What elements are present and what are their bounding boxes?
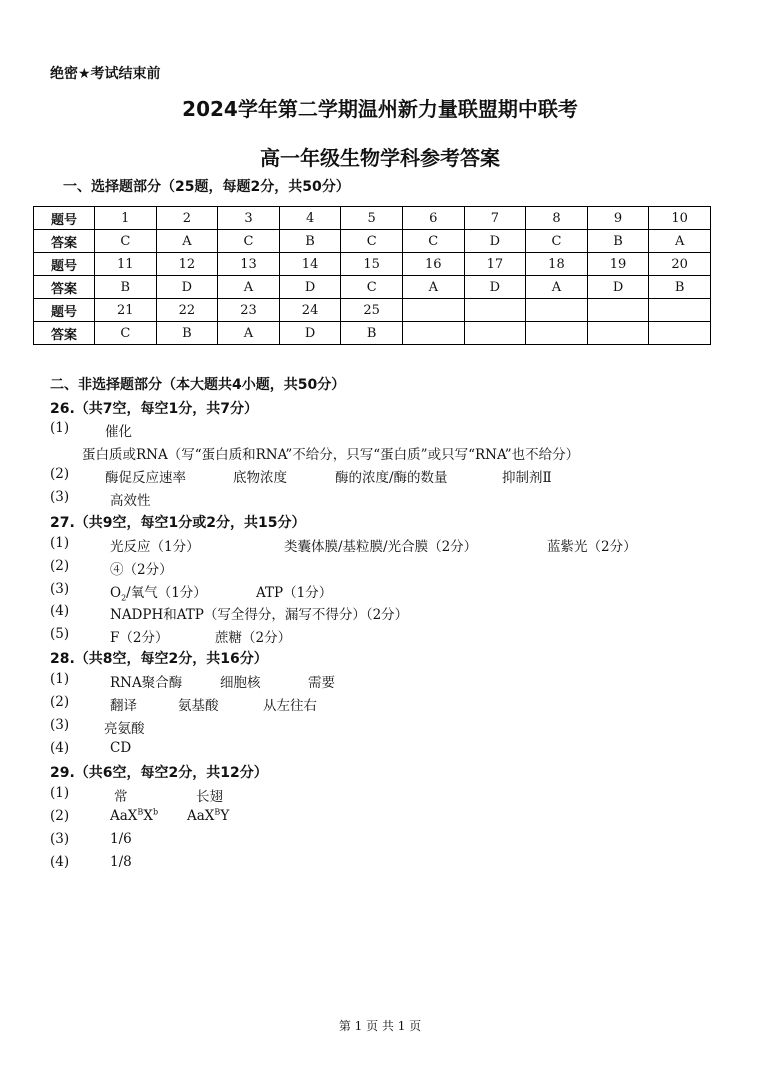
answer-cell: C xyxy=(341,230,403,253)
row-label: 题号 xyxy=(34,253,95,276)
question-number-cell xyxy=(649,299,711,322)
q28-answer-4: CD xyxy=(110,740,132,756)
answer-cell: C xyxy=(95,322,157,345)
question-number-cell: 19 xyxy=(587,253,649,276)
q26-answer-2b: 底物浓度 xyxy=(233,470,287,486)
q27-answer-5b: 蔗糖（2分） xyxy=(215,630,292,646)
answer-cell: C xyxy=(95,230,157,253)
answer-cell: B xyxy=(95,276,157,299)
page-footer: 第 1 页 共 1 页 xyxy=(338,1019,422,1033)
question-number-cell: 11 xyxy=(95,253,157,276)
answer-row xyxy=(34,276,711,299)
question-number-cell xyxy=(526,299,588,322)
answer-row xyxy=(34,322,711,345)
genotype-y: Y xyxy=(220,808,230,824)
q26-num-1: (1) xyxy=(50,420,70,436)
q26-answer-1b: 蛋白质或RNA（写“蛋白质和RNA”不给分，只写“蛋白质”或只写“RNA”也不给分） xyxy=(82,447,580,463)
q26-answer-2c: 酶的浓度/酶的数量 xyxy=(335,470,448,486)
q26-answer-2d: 抑制剂Ⅱ xyxy=(502,470,552,486)
q27-num-5: (5) xyxy=(50,626,70,642)
q27-num-3: (3) xyxy=(50,581,70,597)
q29-num-1: (1) xyxy=(50,785,70,801)
q26-heading: 26.（共7空，每空1分，共7分） xyxy=(50,401,259,417)
q27-num-4: (4) xyxy=(50,603,70,619)
allele-sup: B xyxy=(137,807,144,817)
answer-row xyxy=(34,230,711,253)
question-number-cell: 4 xyxy=(279,207,341,230)
question-number-cell: 14 xyxy=(279,253,341,276)
question-number-cell: 25 xyxy=(341,299,403,322)
answer-cell: B xyxy=(341,322,403,345)
allele-sup: B xyxy=(214,807,221,817)
q28-num-2: (2) xyxy=(50,694,70,710)
q28-answer-2b: 氨基酸 xyxy=(178,698,219,714)
part1-heading: 一、选择题部分（25题，每题2分，共50分） xyxy=(63,179,350,195)
question-number-cell xyxy=(587,299,649,322)
q27-answer-1a: 光反应（1分） xyxy=(110,539,200,555)
oxygen-subscript: 2 xyxy=(121,593,127,603)
question-number-cell: 17 xyxy=(464,253,526,276)
q26-answer-3: 高效性 xyxy=(110,493,151,509)
genotype-x: X xyxy=(143,808,153,824)
q28-num-3: (3) xyxy=(50,717,70,733)
answer-cell: A xyxy=(218,276,280,299)
answer-cell xyxy=(587,322,649,345)
answer-cell: D xyxy=(464,276,526,299)
answer-cell: D xyxy=(279,276,341,299)
q27-heading: 27.（共9空，每空1分或2分，共15分） xyxy=(50,515,306,531)
question-number-cell: 8 xyxy=(526,207,588,230)
answer-cell: D xyxy=(464,230,526,253)
genotype-base: AaX xyxy=(110,808,138,824)
answer-cell: C xyxy=(341,276,403,299)
answer-cell: B xyxy=(649,276,711,299)
question-number-cell: 15 xyxy=(341,253,403,276)
confidential-label: 绝密★考试结束前 xyxy=(50,66,161,82)
question-number-cell: 6 xyxy=(402,207,464,230)
question-number-cell: 13 xyxy=(218,253,280,276)
answer-cell: D xyxy=(587,276,649,299)
row-label: 题号 xyxy=(34,207,95,230)
question-number-cell: 23 xyxy=(218,299,280,322)
answer-cell xyxy=(526,322,588,345)
part2-heading: 二、非选择题部分（本大题共4小题，共50分） xyxy=(50,377,346,393)
question-number-row xyxy=(34,299,711,322)
question-number-cell xyxy=(402,299,464,322)
q26-num-3: (3) xyxy=(50,489,70,505)
answer-cell xyxy=(402,322,464,345)
answer-cell: B xyxy=(279,230,341,253)
row-label: 答案 xyxy=(34,276,95,299)
q29-heading: 29.（共6空，每空2分，共12分） xyxy=(50,765,268,781)
question-number-cell: 20 xyxy=(649,253,711,276)
q26-num-2: (2) xyxy=(50,466,70,482)
row-label: 题号 xyxy=(34,299,95,322)
q27-num-2: (2) xyxy=(50,558,70,574)
q27-answer-1c: 蓝紫光（2分） xyxy=(547,539,637,555)
question-number-row xyxy=(34,253,711,276)
answer-cell: A xyxy=(649,230,711,253)
q29-genotype-2 xyxy=(187,808,229,824)
oxygen-text: /氧气（1分） xyxy=(126,585,207,601)
question-number-cell: 24 xyxy=(279,299,341,322)
q26-answer-2a: 酶促反应速率 xyxy=(105,470,186,486)
q27-answer-2: ④（2分） xyxy=(110,562,173,578)
q29-answer-1a: 常 xyxy=(114,789,128,805)
answer-cell: A xyxy=(218,322,280,345)
q27-answer-4: NADPH和ATP（写全得分，漏写不得分）（2分） xyxy=(110,607,409,623)
q28-answer-3: 亮氨酸 xyxy=(104,721,145,737)
question-number-cell xyxy=(464,299,526,322)
question-number-cell: 18 xyxy=(526,253,588,276)
q26-answer-1: 催化 xyxy=(105,424,132,440)
answer-cell: C xyxy=(218,230,280,253)
question-number-cell: 9 xyxy=(587,207,649,230)
question-number-cell: 10 xyxy=(649,207,711,230)
answer-cell xyxy=(649,322,711,345)
question-number-cell: 2 xyxy=(156,207,218,230)
q28-answer-1c: 需要 xyxy=(308,675,335,691)
exam-title: 2024学年第二学期温州新力量联盟期中联考 xyxy=(182,97,578,121)
q29-answer-4: 1/8 xyxy=(110,854,132,870)
answer-cell: C xyxy=(526,230,588,253)
q29-num-3: (3) xyxy=(50,831,70,847)
oxygen-symbol: O xyxy=(110,585,122,601)
q28-answer-2c: 从左往右 xyxy=(263,698,317,714)
answer-cell: D xyxy=(156,276,218,299)
question-number-row xyxy=(34,207,711,230)
question-number-cell: 16 xyxy=(402,253,464,276)
q28-heading: 28.（共8空，每空2分，共16分） xyxy=(50,651,268,667)
answer-cell: A xyxy=(156,230,218,253)
q27-num-1: (1) xyxy=(50,535,70,551)
question-number-cell: 7 xyxy=(464,207,526,230)
q29-answer-3: 1/6 xyxy=(110,831,132,847)
q28-num-4: (4) xyxy=(50,740,70,756)
question-number-cell: 3 xyxy=(218,207,280,230)
q27-answer-1b: 类囊体膜/基粒膜/光合膜（2分） xyxy=(284,539,478,555)
q29-num-2: (2) xyxy=(50,808,70,824)
allele-sup: b xyxy=(152,807,159,817)
row-label: 答案 xyxy=(34,230,95,253)
q27-answer-3a xyxy=(110,581,207,601)
question-number-cell: 5 xyxy=(341,207,403,230)
q27-answer-5a: F（2分） xyxy=(110,630,169,646)
q28-answer-1b: 细胞核 xyxy=(220,675,261,691)
answer-cell: A xyxy=(402,276,464,299)
genotype-base: AaX xyxy=(187,808,215,824)
q28-num-1: (1) xyxy=(50,671,70,687)
question-number-cell: 21 xyxy=(95,299,157,322)
answer-cell: C xyxy=(402,230,464,253)
answer-table xyxy=(33,206,711,345)
q29-num-4: (4) xyxy=(50,854,70,870)
q27-answer-3b: ATP（1分） xyxy=(256,585,333,601)
row-label: 答案 xyxy=(34,322,95,345)
answer-cell xyxy=(464,322,526,345)
question-number-cell: 1 xyxy=(95,207,157,230)
answer-cell: A xyxy=(526,276,588,299)
answer-cell: B xyxy=(156,322,218,345)
question-number-cell: 12 xyxy=(156,253,218,276)
q29-answer-1b: 长翅 xyxy=(196,789,223,805)
exam-subtitle: 高一年级生物学科参考答案 xyxy=(260,146,500,170)
q29-genotype-1 xyxy=(110,808,158,824)
q28-answer-2a: 翻译 xyxy=(110,698,137,714)
answer-cell: D xyxy=(279,322,341,345)
q28-answer-1a: RNA聚合酶 xyxy=(110,675,183,691)
question-number-cell: 22 xyxy=(156,299,218,322)
answer-cell: B xyxy=(587,230,649,253)
